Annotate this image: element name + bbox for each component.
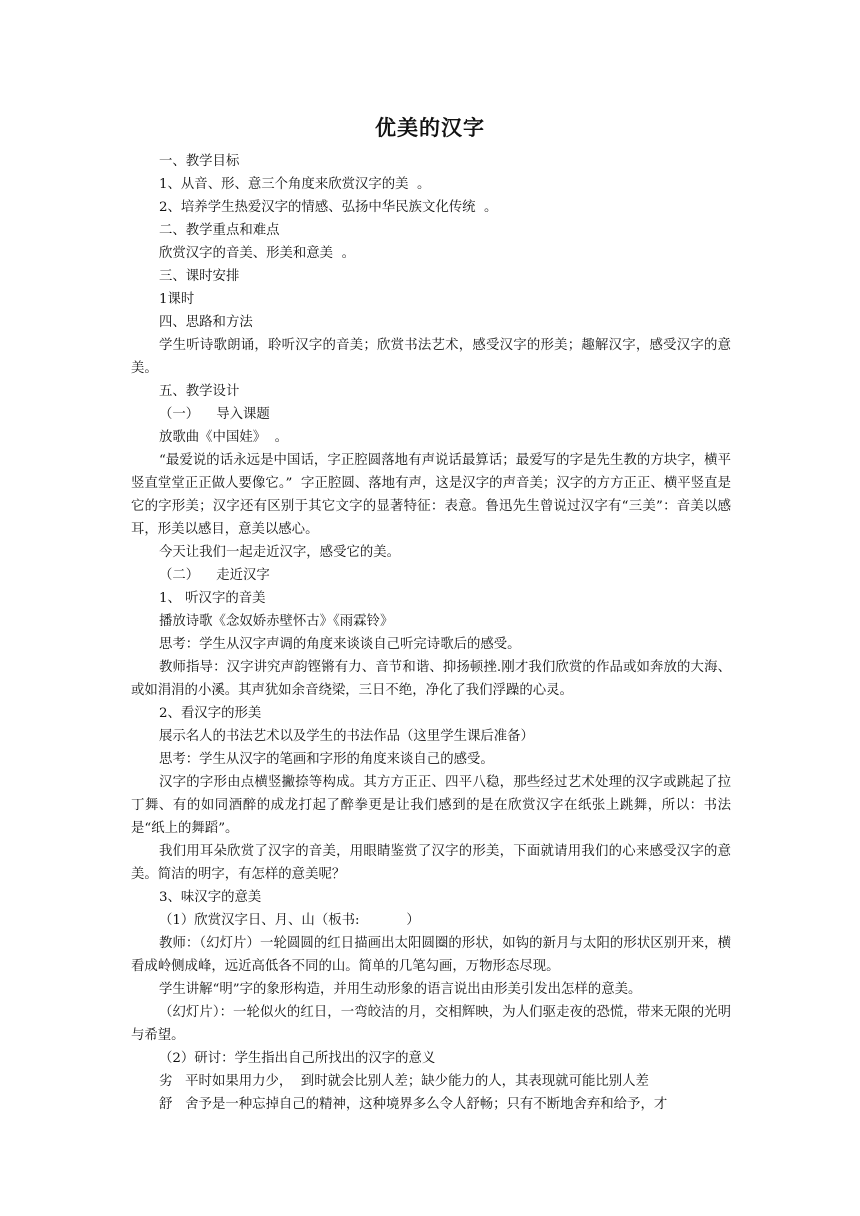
- paragraph: 一、教学目标: [159, 154, 240, 169]
- paragraph: 舒 舍予是一种忘掉自己的精神，这种境界多么令人舒畅；只有不断地舍弃和给予，才: [159, 1097, 668, 1112]
- paragraph: 四、思路和方法: [159, 315, 253, 330]
- paragraph: 学生讲解“明”字的象形构造，并用生动形象的语言说出由形美引发出怎样的意美。: [159, 982, 642, 997]
- paragraph: 今天让我们一起走近汉字，感受它的美。: [159, 545, 401, 560]
- paragraph: （一） 导入课题: [159, 407, 270, 422]
- paragraph: 欣赏汉字的音美、形美和意美 。: [159, 246, 355, 261]
- document-body: [131, 150, 731, 1116]
- paragraph: 三、课时安排: [159, 269, 240, 284]
- paragraph: 思考：学生从汉字声调的角度来谈谈自己听完诗歌后的感受。: [159, 637, 521, 652]
- page-title: 优美的汉字: [375, 116, 485, 140]
- paragraph: （2）研讨：学生指出自己所找出的汉字的意义: [159, 1051, 436, 1066]
- paragraph: 思考：学生从汉字的笔画和字形的角度来谈自己的感受。: [159, 752, 494, 767]
- paragraph: 2、培养学生热爱汉字的情感、弘扬中华民族文化传统 。: [159, 200, 498, 215]
- paragraph: 1、 听汉字的音美: [159, 591, 266, 606]
- paragraph: 劣 平时如果用力少， 到时就会比别人差；缺少能力的人，其表现就可能比别人差: [159, 1074, 649, 1089]
- paragraph: 汉字的字形由点横竖撇捺等构成。其方方正正、四平八稳，那些经过艺术处理的汉字或跳起了拉丁舞、有的如同酒醉的成龙打起了醉拳更是让我们感到的是在欣赏汉字在纸张上跳舞，所以：书法是“纸上的舞蹈”。: [131, 775, 731, 836]
- paragraph: 教师指导：汉字讲究声韵铿锵有力、音节和谐、抑扬顿挫.刚才我们欣赏的作品或如奔放的大海、或如涓涓的小溪。其声犹如余音绕梁，三日不绝，净化了我们浮躁的心灵。: [131, 660, 731, 698]
- paragraph: 五、教学设计: [159, 384, 240, 399]
- paragraph: 教师：（幻灯片）一轮圆圆的红日描画出太阳圆圈的形状，如钩的新月与太阳的形状区别开来，横看成岭侧成峰，远近高低各不同的山。简单的几笔勾画，万物形态尽现。: [131, 936, 731, 974]
- paragraph: （二） 走近汉字: [159, 568, 270, 583]
- paragraph: 二、教学重点和难点: [159, 223, 280, 238]
- paragraph: 1课时: [159, 292, 195, 307]
- paragraph: 2、看汉字的形美: [159, 706, 262, 721]
- paragraph: （幻灯片）：一轮似火的红日，一弯皎洁的月，交相辉映，为人们驱走夜的恐慌，带来无限的光明与希望。: [131, 1005, 731, 1043]
- paragraph: （1）欣赏汉字日、月、山（板书: ）: [159, 913, 420, 928]
- paragraph: 展示名人的书法艺术以及学生的书法作品（这里学生课后准备）: [159, 729, 534, 744]
- paragraph: 放歌曲《中国娃》 。: [159, 430, 289, 445]
- paragraph: 播放诗歌《念奴娇赤壁怀古》《雨霖铃》: [159, 614, 394, 629]
- paragraph: 学生听诗歌朗诵，聆听汉字的音美；欣赏书法艺术，感受汉字的形美；趣解汉字，感受汉字的意美。: [131, 338, 731, 376]
- paragraph: 1、从音、形、意三个角度来欣赏汉字的美 。: [159, 177, 431, 192]
- paragraph: “最爱说的话永远是中国话，字正腔圆落地有声说话最算话；最爱写的字是先生教的方块字，横平竖直堂堂正正做人要像它。” 字正腔圆、落地有声，这是汉字的声音美；汉字的方方正正、横平竖直是它的字形美；汉字还有区别于其它文字的显著特征：表意。鲁迅先生曾说过汉字有“三美”：音美以感耳，形美以感目，意美以感心。: [131, 453, 731, 537]
- paragraph: 我们用耳朵欣赏了汉字的音美，用眼睛鉴赏了汉字的形美，下面就请用我们的心来感受汉字的意美。简洁的明字，有怎样的意美呢？: [131, 844, 731, 882]
- paragraph: 3、味汉字的意美: [159, 890, 262, 905]
